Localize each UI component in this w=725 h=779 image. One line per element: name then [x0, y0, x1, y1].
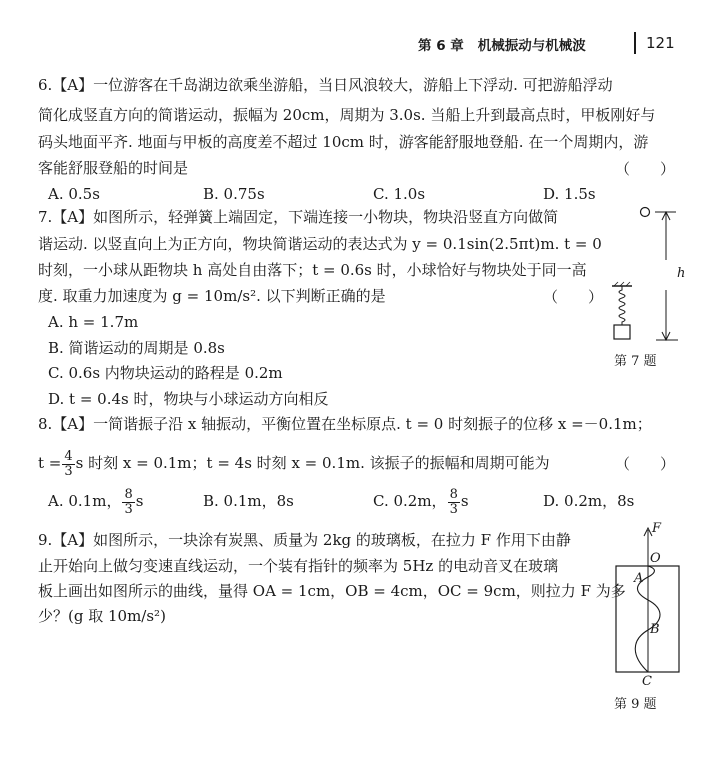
q8-option-a-fraction [122, 488, 134, 517]
q6-answer-paren: （ ） [615, 160, 676, 178]
q6-option-b: B. 0.75s [203, 185, 265, 203]
q8-frac-num: 4 [64, 448, 73, 464]
q7-figure [600, 200, 700, 370]
q9-label-F: F [652, 521, 662, 536]
q7-line-4: 度. 取重力加速度为 g = 10m/s². 以下判断正确的是 [38, 287, 386, 305]
q9-label-B: B [650, 622, 660, 637]
q7-line-3: 时刻，一小球从距物块 h 高处自由落下；t = 0.6s 时，小球恰好与物块处于同一高 [38, 261, 587, 279]
q9-line-1: 9.【A】如图所示，一块涂有炭黑、质量为 2kg 的玻璃板，在拉力 F 作用下由静 [38, 531, 571, 549]
q6-option-d: D. 1.5s [543, 185, 596, 203]
q8-option-a-prefix: A. 0.1m， [48, 492, 122, 510]
q6-option-a: A. 0.5s [48, 185, 100, 203]
ball-icon [641, 208, 650, 217]
q8-line-2-suffix: s 时刻 x = 0.1m；t = 4s 时刻 x = 0.1m. 该振子的振幅和周期可能为 [75, 454, 550, 472]
q7-answer-paren: （ ） [543, 288, 604, 306]
block-icon [614, 325, 630, 339]
q6-option-c: C. 1.0s [373, 185, 426, 203]
q9-line-2: 止开始向上做匀变速直线运动，一个装有指针的频率为 5Hz 的电动音叉在玻璃 [38, 557, 559, 575]
chapter-title: 机械振动与机械波 [477, 38, 586, 54]
q6-line-2: 简化成竖直方向的简谐运动，振幅为 20cm，周期为 3.0s. 当船上升到最高点时，甲板刚好与 [38, 106, 656, 124]
q9-line-4: 少？(g 取 10m/s²) [38, 607, 166, 625]
q8-option-c-frac-den: 3 [449, 501, 458, 517]
q8-option-b: B. 0.1m，8s [203, 492, 294, 510]
q8-option-c-prefix: C. 0.2m， [373, 492, 447, 510]
q8-option-c-unit: s [460, 492, 469, 510]
q8-answer-paren: （ ） [615, 455, 676, 473]
page-number: 121 [646, 34, 675, 52]
spring-icon [619, 286, 625, 325]
q7-line-1: 7.【A】如图所示，轻弹簧上端固定，下端连接一小物块，物块沿竖直方向做简 [38, 208, 559, 226]
q9-figure [605, 522, 695, 682]
q7-line-2: 谐运动. 以竖直向上为正方向，物块简谐运动的表达式为 y = 0.1sin(2.5πt)m. t = 0 [38, 235, 602, 253]
q7-option-a: A. h = 1.7m [48, 313, 139, 331]
q8-line-2-prefix: t = [38, 454, 62, 472]
q9-label-O: O [650, 551, 661, 566]
header-divider [634, 32, 636, 54]
q8-option-d: D. 0.2m，8s [543, 492, 635, 510]
q8-line-1: 8.【A】一简谐振子沿 x 轴振动，平衡位置在坐标原点. t = 0 时刻振子的位移 x =－0.1m； [38, 415, 652, 433]
q9-label-A: A [634, 571, 644, 586]
q7-figure-label-h: h [677, 266, 686, 281]
q8-option-a-unit: s [135, 492, 144, 510]
running-header [418, 34, 586, 54]
q8-option-c [373, 483, 469, 519]
q8-line-2 [38, 445, 550, 481]
chapter-label: 第 6 章 [418, 38, 464, 54]
q8-frac-den: 3 [64, 463, 73, 479]
q9-label-C: C [642, 674, 652, 689]
q6-line-1: 6.【A】一位游客在千岛湖边欲乘坐游船，当日风浪较大，游船上下浮动. 可把游船浮动 [38, 76, 613, 94]
q7-option-c: C. 0.6s 内物块运动的路程是 0.2m [48, 364, 283, 382]
q6-line-4: 客能舒服登船的时间是 [38, 159, 189, 177]
q7-caption: 第 7 题 [614, 354, 657, 369]
q8-option-a [48, 483, 143, 519]
q8-fraction [62, 450, 74, 479]
q9-caption: 第 9 题 [614, 697, 657, 712]
q6-line-3: 码头地面平齐. 地面与甲板的高度差不超过 10cm 时，游客能舒服地登船. 在一个周期内，游 [38, 133, 649, 151]
q9-line-3: 板上画出如图所示的曲线，量得 OA = 1cm，OB = 4cm，OC = 9cm，则拉力 F 为多 [38, 582, 626, 600]
q8-option-c-frac-num: 8 [449, 486, 458, 502]
q8-option-a-frac-den: 3 [124, 501, 133, 517]
q7-option-b: B. 简谐运动的周期是 0.8s [48, 339, 225, 357]
q8-option-a-frac-num: 8 [124, 486, 133, 502]
q8-option-c-fraction [448, 488, 460, 517]
q7-option-d: D. t = 0.4s 时，物块与小球运动方向相反 [48, 390, 329, 408]
